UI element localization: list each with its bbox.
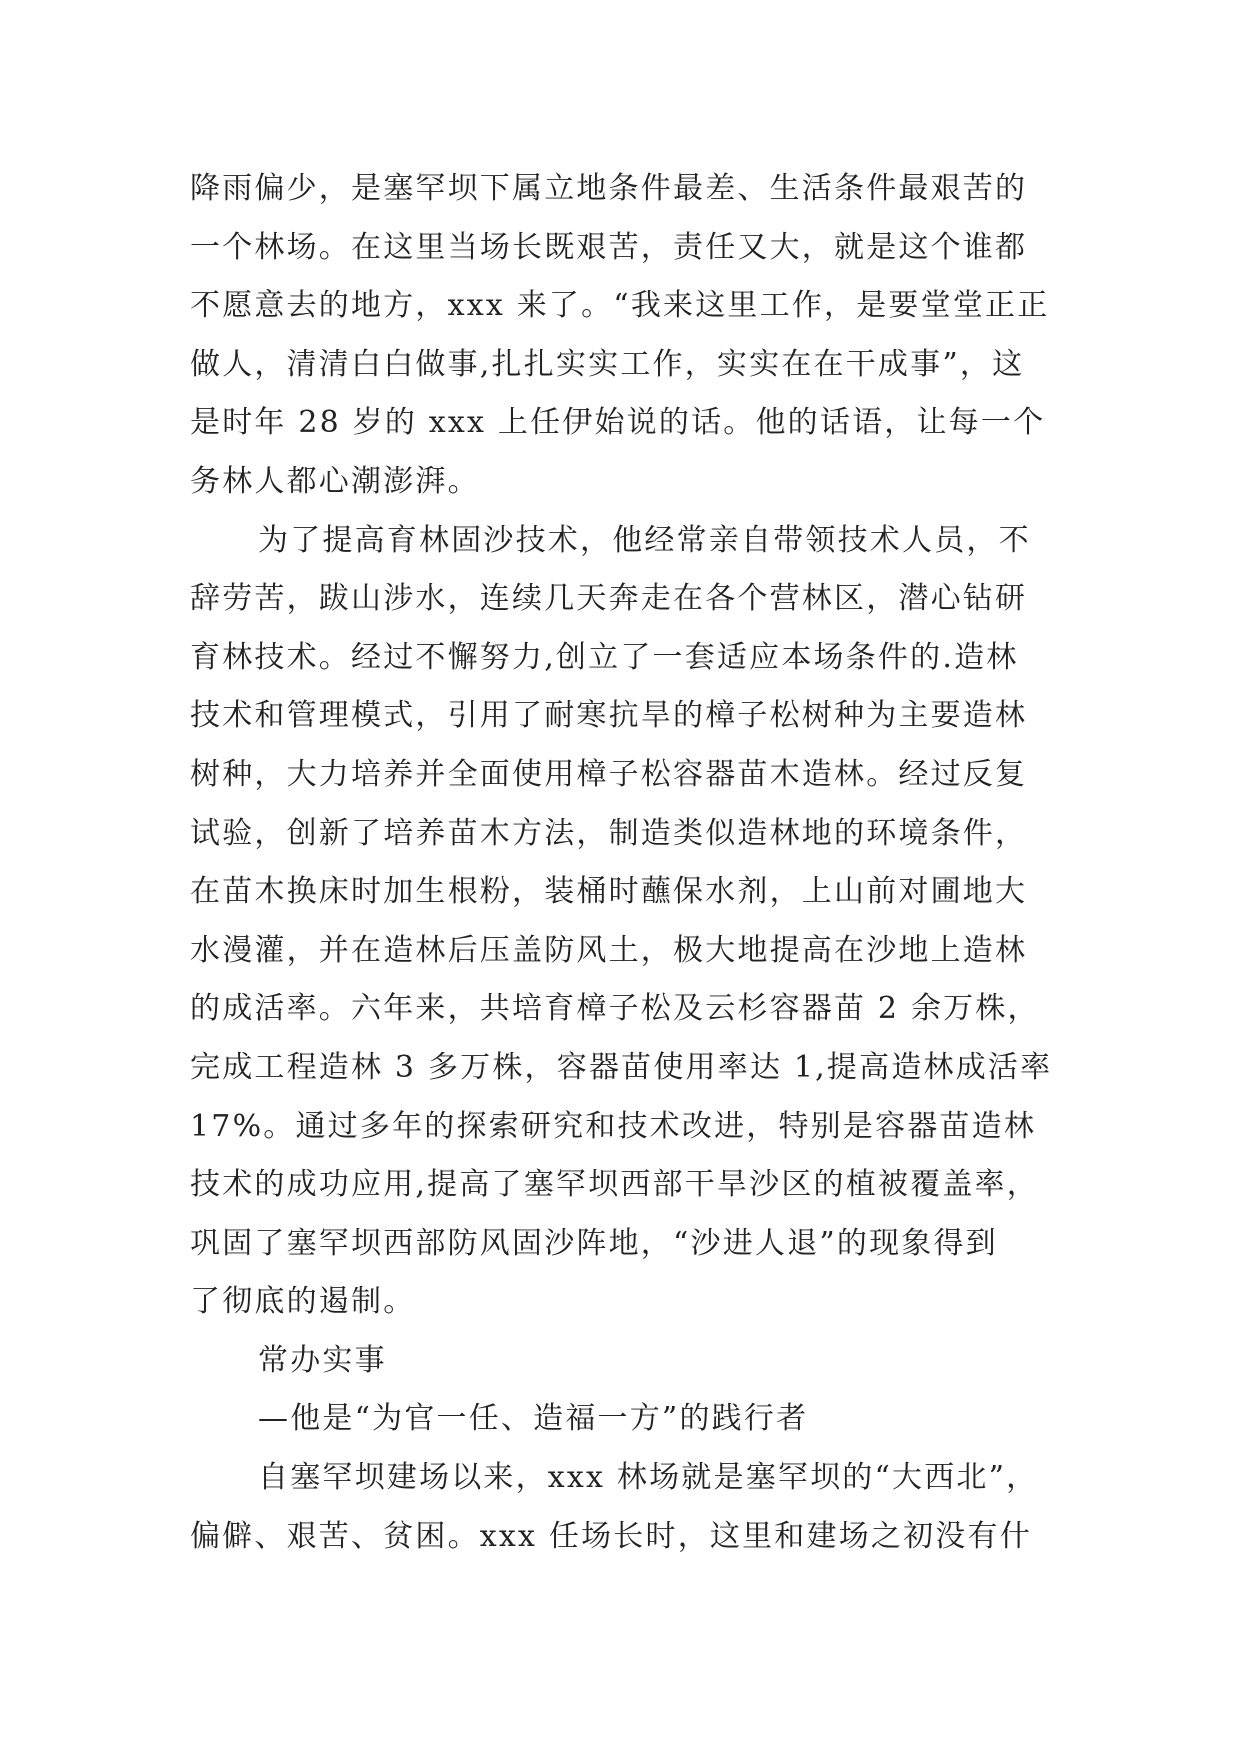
text-line: 水漫灌，并在造林后压盖防风土，极大地提高在沙地上造林 bbox=[190, 932, 1028, 968]
text-line: 了彻底的遏制。 bbox=[190, 1284, 416, 1320]
text-line: 降雨偏少，是塞罕坝下属立地条件最差、生活条件最艰苦的 bbox=[190, 171, 1028, 206]
paragraph-3 bbox=[190, 1449, 1060, 1566]
text-line: 的成活率。六年来，共培育樟子松及云杉容器苗 2 余万株， bbox=[190, 991, 1040, 1027]
section-subheading: —他是“为官一任、造福一方”的践行者 bbox=[258, 1401, 809, 1437]
paragraph-1 bbox=[190, 160, 1060, 512]
text-line: 完成工程造林 3 多万株，容器苗使用率达 1,提高造林成活率 bbox=[190, 1049, 1053, 1085]
text-line: 一个林场。在这里当场长既艰苦，责任又大，就是这个谁都 bbox=[190, 229, 1028, 265]
text-line: 技术的成功应用,提高了塞罕坝西部干旱沙区的植被覆盖率， bbox=[190, 1167, 1039, 1203]
text-line: 偏僻、艰苦、贫困。xxx 任场长时，这里和建场之初没有什 bbox=[190, 1518, 1032, 1554]
text-line: 巩固了塞罕坝西部防风固沙阵地，“沙进人退”的现象得到 bbox=[190, 1225, 998, 1261]
text-line: 做人，清清白白做事,扎扎实实工作，实实在在干成事”，这 bbox=[190, 346, 1025, 382]
text-line: 树种，大力培养并全面使用樟子松容器苗木造林。经过反复 bbox=[190, 756, 1028, 792]
text-line: 技术和管理模式，引用了耐寒抗旱的樟子松树种为主要造林 bbox=[190, 698, 1028, 734]
document-body bbox=[190, 160, 1060, 1566]
text-line: 为了提高育林固沙技术，他经常亲自带领技术人员，不 bbox=[258, 522, 1031, 558]
text-line: 试验，创新了培养苗木方法，制造类似造林地的环境条件， bbox=[190, 815, 1028, 851]
text-line: 育林技术。经过不懈努力,创立了一套适应本场条件的.造林 bbox=[190, 639, 1019, 675]
section-heading: 常办实事 bbox=[258, 1342, 387, 1378]
text-line: 辞劳苦，跋山涉水，连续几天奔走在各个营林区，潜心钻研 bbox=[190, 581, 1028, 617]
text-line: 自塞罕坝建场以来，xxx 林场就是塞罕坝的“大西北”， bbox=[258, 1460, 1039, 1496]
text-line: 务林人都心潮澎湃。 bbox=[190, 463, 480, 499]
text-line: 在苗木换床时加生根粉，装桶时蘸保水剂，上山前对圃地大 bbox=[190, 874, 1028, 910]
paragraph-2 bbox=[190, 512, 1060, 1332]
text-line: 不愿意去的地方，xxx 来了。“我来这里工作，是要堂堂正正 bbox=[190, 288, 1050, 324]
text-line: 是时年 28 岁的 xxx 上任伊始说的话。他的话语，让每一个 bbox=[190, 405, 1046, 441]
text-line: 17%。通过多年的探索研究和技术改进，特别是容器苗造林 bbox=[190, 1108, 1037, 1144]
